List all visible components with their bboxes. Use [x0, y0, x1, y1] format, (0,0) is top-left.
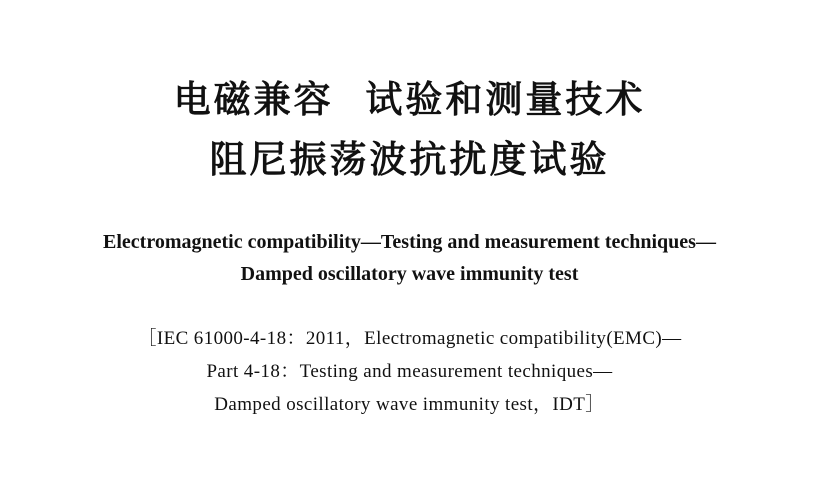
english-title-line-1: Electromagnetic compatibility—Testing and measurement techniques— [103, 231, 716, 253]
iec-reference-line-2: Part 4-18：Testing and measurement techniques— [206, 361, 613, 382]
chinese-title-line-2: 阻尼振荡波抗扰度试验 [209, 138, 610, 181]
chinese-title-line-1: 电磁兼容 试验和测量技术 [173, 78, 646, 121]
english-title-line-2: Damped oscillatory wave immunity test [240, 263, 579, 285]
iec-reference-line-3: Damped oscillatory wave immunity test，IDT］ [214, 394, 605, 415]
iec-reference-line-1: ［IEC 61000-4-18：2011，Electromagnetic compatibility(EMC)— [137, 328, 682, 349]
